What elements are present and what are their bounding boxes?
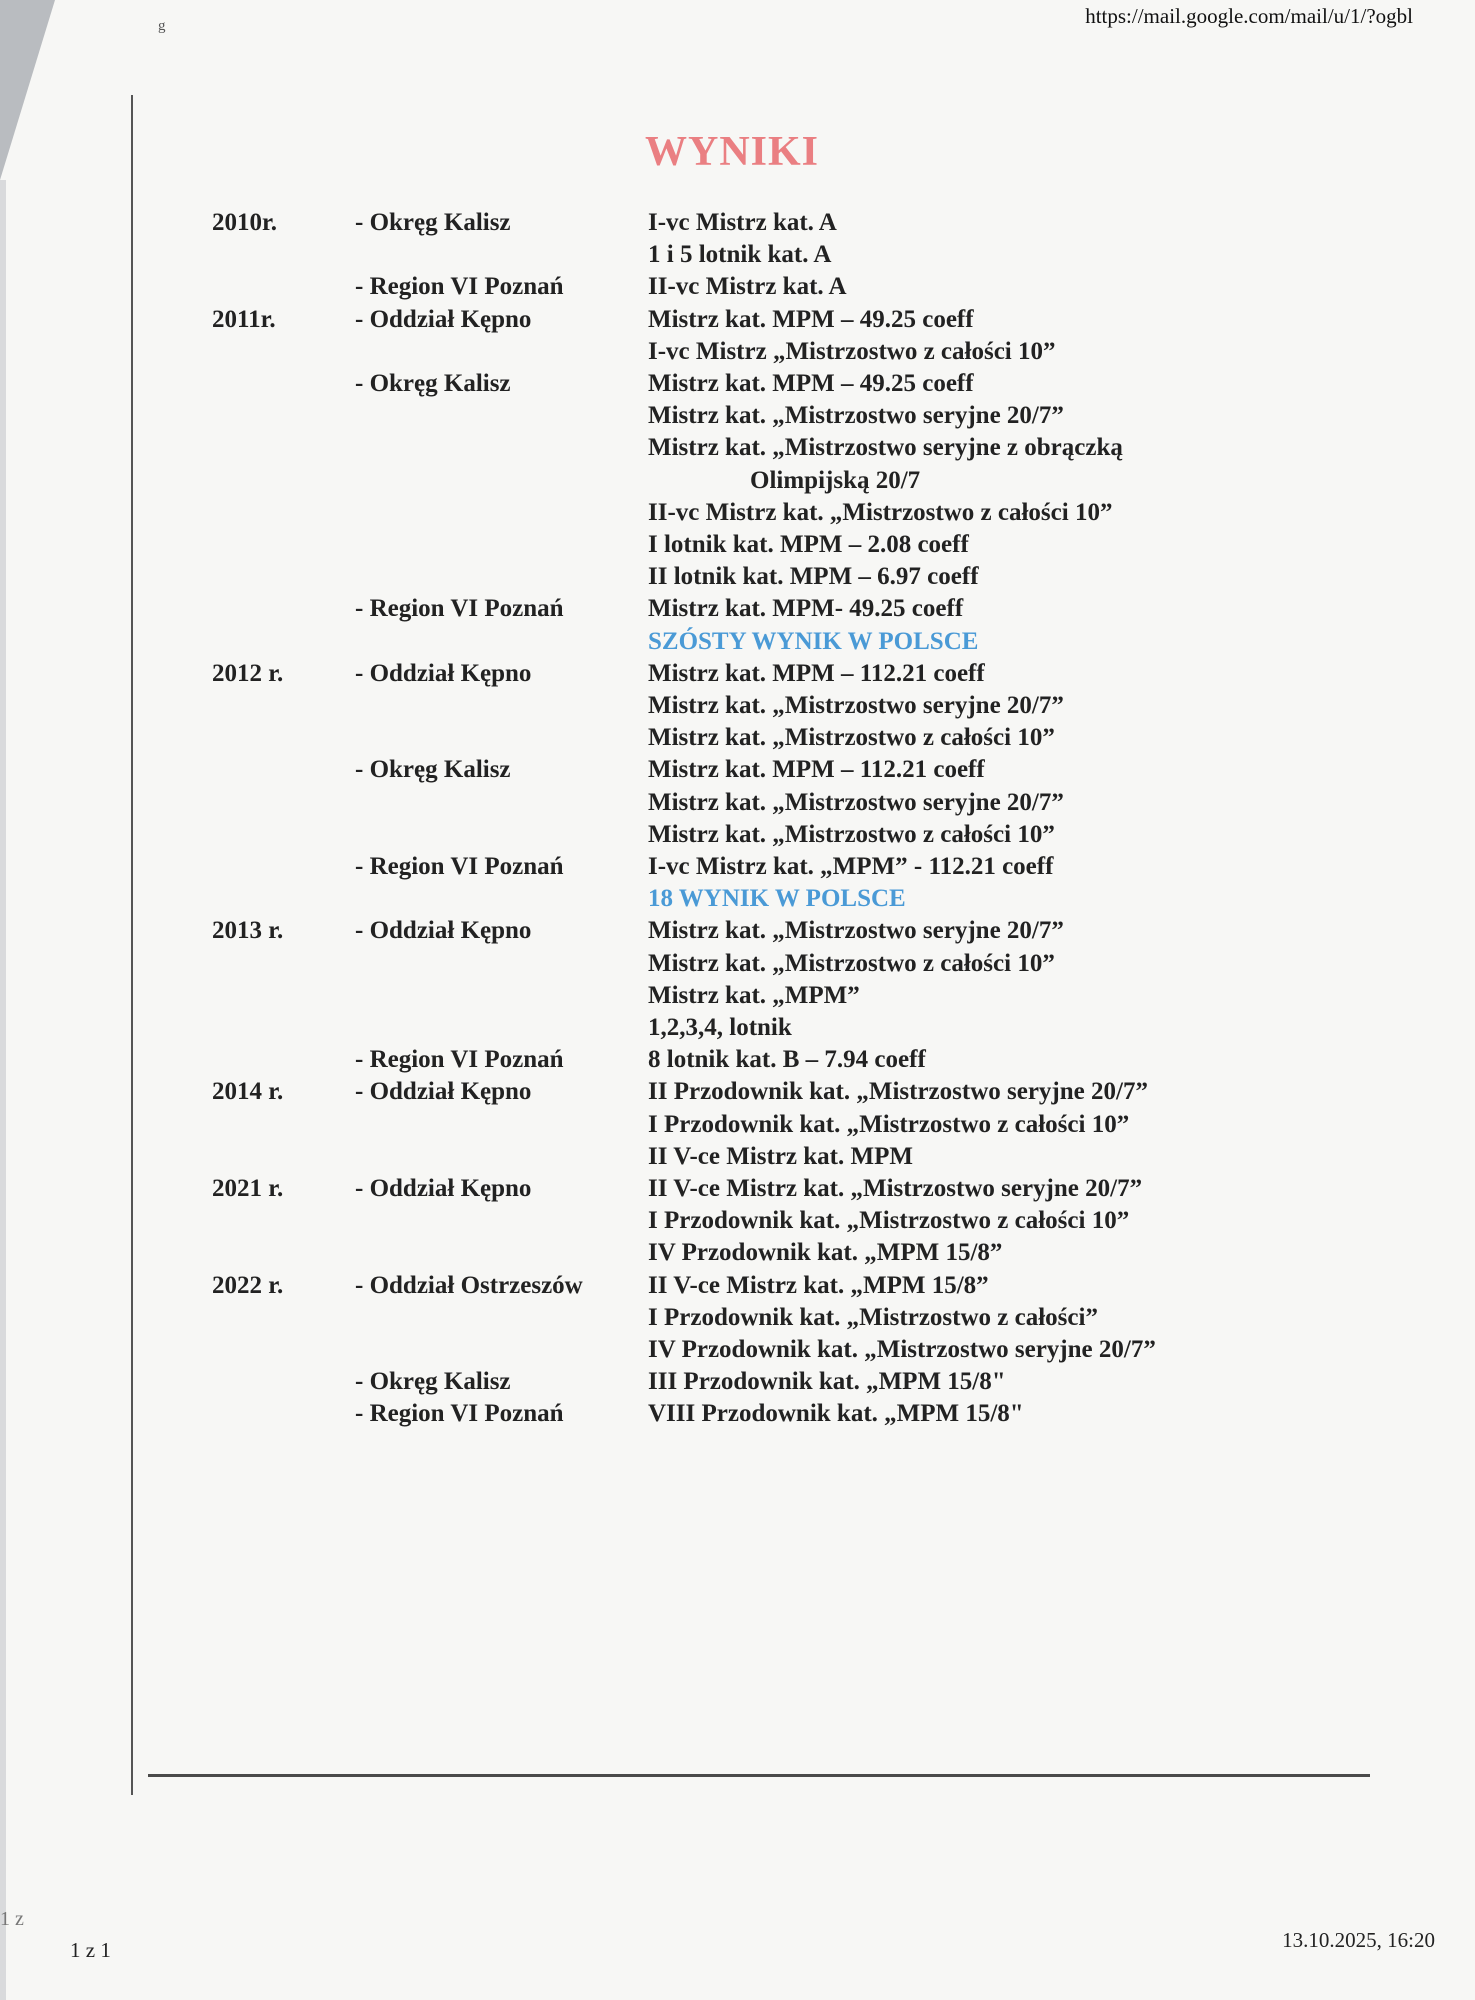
result-cell: Mistrz kat. „Mistrzostwo z całości 10” — [648, 820, 1055, 848]
result-cell: Mistrz kat. MPM – 112.21 coeff — [648, 756, 985, 784]
result-cell: Mistrz kat. „Mistrzostwo z całości 10” — [648, 724, 1055, 752]
unit-cell: - Okręg Kalisz — [355, 209, 511, 236]
result-cell: Mistrz kat. MPM- 49.25 coeff — [648, 595, 964, 623]
unit-cell: - Oddział Kępno — [355, 305, 532, 333]
result-cell: Mistrz kat. „Mistrzostwo seryjne z obrączką — [648, 434, 1123, 462]
unit-cell: - Region VI Poznań — [355, 853, 564, 880]
result-cell: II lotnik kat. MPM – 6.97 coeff — [648, 563, 979, 591]
unit-cell: - Okręg Kalisz — [355, 756, 511, 784]
unit-cell: - Oddział Kępno — [355, 1078, 532, 1106]
result-cell: I lotnik kat. MPM – 2.08 coeff — [648, 531, 969, 558]
result-cell: I-vc Mistrz kat. A — [648, 209, 837, 236]
result-cell: 1,2,3,4, lotnik — [648, 1014, 792, 1041]
result-cell: III Przodownik kat. „MPM 15/8" — [648, 1368, 1006, 1396]
unit-cell: - Okręg Kalisz — [355, 1368, 511, 1396]
result-cell: Mistrz kat. „Mistrzostwo z całości 10” — [648, 949, 1055, 977]
unit-cell: - Oddział Kępno — [355, 917, 532, 945]
result-cell: I-vc Mistrz kat. „MPM” - 112.21 coeff — [648, 853, 1054, 880]
result-cell: II Przodownik kat. „Mistrzostwo seryjne 20/7” — [648, 1078, 1148, 1106]
result-cell: II V-ce Mistrz kat. „MPM 15/8” — [648, 1271, 989, 1299]
year-cell: 2022 r. — [212, 1271, 284, 1299]
result-cell: Mistrz kat. „Mistrzostwo seryjne 20/7” — [648, 692, 1064, 719]
unit-cell: - Region VI Poznań — [355, 595, 564, 623]
print-datetime: 13.10.2025, 16:20 — [1282, 1928, 1435, 1952]
year-cell: 2012 r. — [212, 659, 284, 687]
unit-cell: - Oddział Ostrzeszów — [355, 1271, 583, 1299]
result-cell: 18 WYNIK W POLSCE — [648, 885, 906, 913]
page-number: 1 z 1 — [70, 1938, 111, 1962]
result-cell: Mistrz kat. „MPM” — [648, 981, 860, 1009]
year-cell: 2011r. — [212, 305, 276, 333]
result-cell: Mistrz kat. MPM – 49.25 coeff — [648, 370, 974, 397]
year-cell: 2014 r. — [212, 1078, 284, 1106]
unit-cell: - Region VI Poznań — [355, 273, 564, 301]
result-cell: I Przodownik kat. „Mistrzostwo z całości 10” — [648, 1110, 1130, 1138]
year-cell: 2021 r. — [212, 1175, 284, 1202]
result-cell: II V-ce Mistrz kat. „Mistrzostwo seryjne 20/7” — [648, 1175, 1143, 1202]
unit-cell: - Region VI Poznań — [355, 1046, 564, 1074]
page-title: WYNIKI — [645, 129, 820, 175]
result-cell: II-vc Mistrz kat. „Mistrzostwo z całości 10” — [648, 498, 1113, 526]
result-cell: Mistrz kat. MPM – 112.21 coeff — [648, 659, 985, 687]
edge-mark: 1 z — [0, 1908, 24, 1930]
unit-cell: - Okręg Kalisz — [355, 370, 511, 397]
unit-cell: - Oddział Kępno — [355, 659, 532, 687]
result-cell: 1 i 5 lotnik kat. A — [648, 241, 832, 269]
result-cell: Mistrz kat. „Mistrzostwo seryjne 20/7” — [648, 788, 1064, 816]
result-cell: Olimpijską 20/7 — [750, 466, 921, 494]
result-cell: IV Przodownik kat. „Mistrzostwo seryjne 20/7” — [648, 1336, 1156, 1363]
result-cell: I Przodownik kat. „Mistrzostwo z całości” — [648, 1303, 1098, 1331]
result-cell: I Przodownik kat. „Mistrzostwo z całości 10” — [648, 1207, 1130, 1235]
frame-left-border — [131, 95, 133, 1795]
result-cell: I-vc Mistrz „Mistrzostwo z całości 10” — [648, 337, 1056, 365]
unit-cell: - Region VI Poznań — [355, 1400, 564, 1428]
result-cell: IV Przodownik kat. „MPM 15/8” — [648, 1239, 1003, 1267]
result-cell: II-vc Mistrz kat. A — [648, 273, 847, 301]
unit-cell: - Oddział Kępno — [355, 1175, 532, 1202]
corner-mark: g — [158, 18, 166, 34]
year-cell: 2010r. — [212, 209, 278, 236]
result-cell: II V-ce Mistrz kat. MPM — [648, 1142, 913, 1170]
page-left-edge — [0, 180, 6, 2000]
result-cell: 8 lotnik kat. B – 7.94 coeff — [648, 1046, 926, 1074]
result-cell: Mistrz kat. „Mistrzostwo seryjne 20/7” — [648, 402, 1064, 430]
result-cell: SZÓSTY WYNIK W POLSCE — [648, 627, 979, 655]
print-url: https://mail.google.com/mail/u/1/?ogbl — [1085, 4, 1413, 28]
folded-corner — [0, 0, 55, 180]
result-cell: Mistrz kat. „Mistrzostwo seryjne 20/7” — [648, 917, 1064, 945]
result-cell: VIII Przodownik kat. „MPM 15/8" — [648, 1400, 1024, 1428]
frame-bottom-border — [148, 1774, 1370, 1777]
year-cell: 2013 r. — [212, 917, 284, 945]
result-cell: Mistrz kat. MPM – 49.25 coeff — [648, 305, 974, 333]
